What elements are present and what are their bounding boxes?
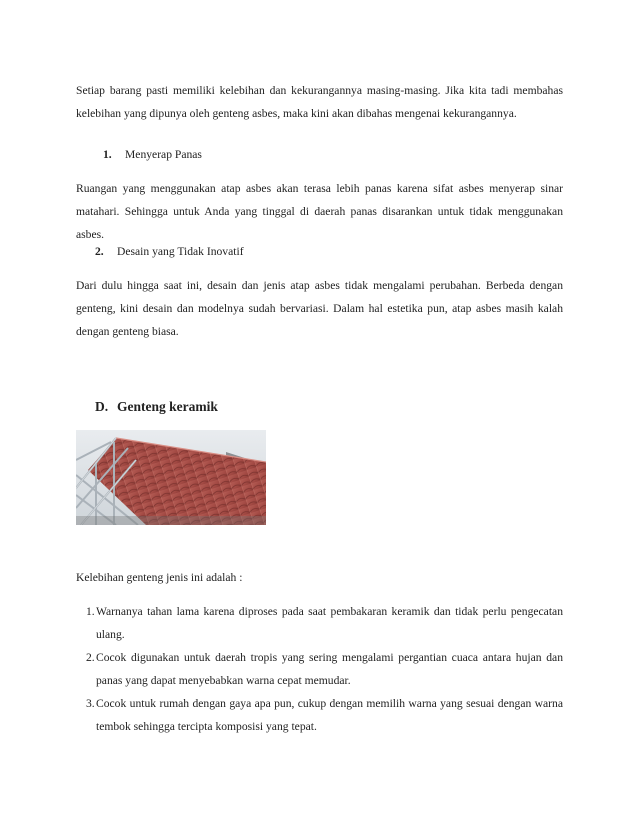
point-2-number: 2.	[95, 245, 104, 258]
section-title: Genteng keramik	[117, 399, 218, 414]
section-letter: D.	[95, 399, 109, 414]
point-1-paragraph: Ruangan yang menggunakan atap asbes akan terasa lebih panas karena sifat asbes menyerap sinar matahari. Sehingga untuk Anda yang tinggal di daerah panas disarankan untuk tidak menggunakan asbes.	[76, 182, 563, 241]
advantages-list	[76, 600, 563, 738]
list-item-text: Warnanya tahan lama karena diproses pada saat pembakaran keramik dan tidak perlu pengecatan ulang.	[96, 605, 563, 641]
list-item-number: 2.	[86, 651, 95, 664]
list-item-number: 1.	[86, 605, 95, 618]
list-item-number: 3.	[86, 697, 95, 710]
list-item	[76, 692, 563, 738]
list-item	[76, 600, 563, 646]
roof-illustration	[76, 430, 266, 525]
point-2-title: Desain yang Tidak Inovatif	[117, 245, 244, 258]
section-heading	[95, 398, 218, 416]
point-1-title: Menyerap Panas	[125, 148, 202, 161]
intro-paragraph: Setiap barang pasti memiliki kelebihan dan kekurangannya masing-masing. Jika kita tadi membahas kelebihan yang dipunya oleh genteng asbes, maka kini akan dibahas mengenai kekurangannya.	[76, 84, 563, 120]
point-1-heading	[103, 147, 202, 163]
list-item-text: Cocok untuk rumah dengan gaya apa pun, cukup dengan memilih warna yang sesuai dengan warna tembok sehingga tercipta komposisi yang tepat.	[96, 697, 563, 733]
list-item-text: Cocok digunakan untuk daerah tropis yang sering mengalami pergantian cuaca antara hujan dan panas yang dapat menyebabkan warna cepat memudar.	[96, 651, 563, 687]
ceramic-roof-photo	[76, 430, 266, 525]
point-1-number: 1.	[103, 148, 112, 161]
list-item	[76, 646, 563, 692]
point-2-heading	[95, 244, 244, 260]
point-2-paragraph: Dari dulu hingga saat ini, desain dan jenis atap asbes tidak mengalami perubahan. Berbeda dengan genteng, kini desain dan modelnya sudah bervariasi. Dalam hal estetika pun, atap asbes masih kalah dengan genteng biasa.	[76, 279, 563, 338]
advantages-intro: Kelebihan genteng jenis ini adalah :	[76, 571, 243, 584]
